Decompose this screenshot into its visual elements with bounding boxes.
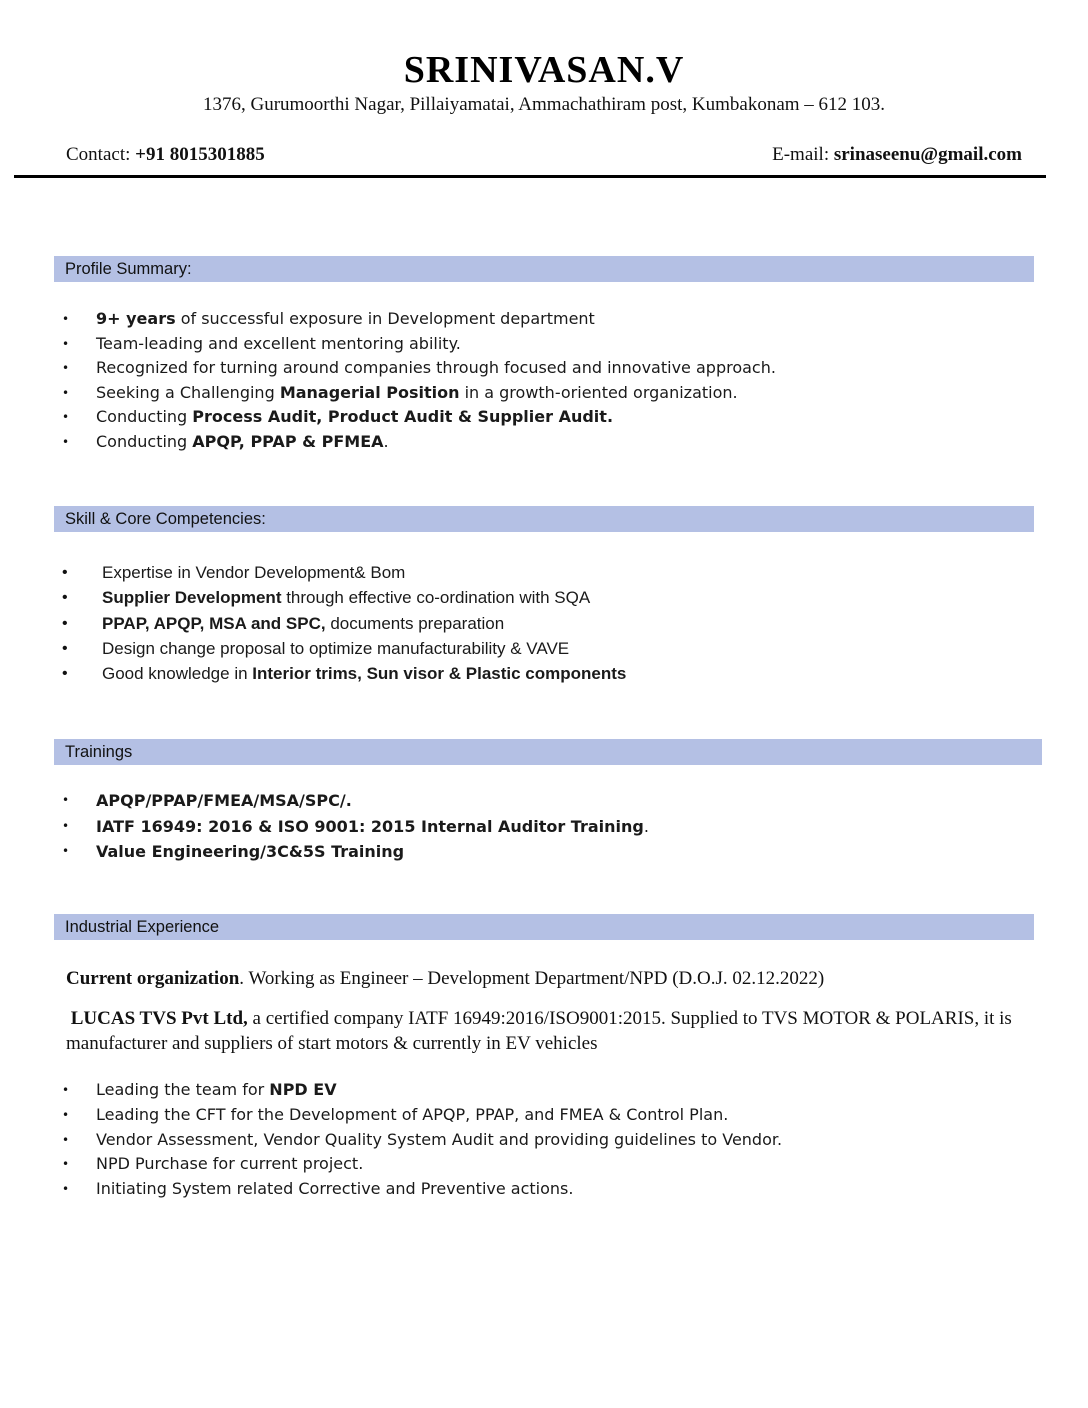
list-item: • Initiating System related Corrective and Preventive actions. — [54, 1177, 782, 1202]
bullet-icon: • — [62, 639, 68, 657]
list-item: • NPD Purchase for current project. — [54, 1152, 782, 1177]
bullet-icon: • — [62, 665, 68, 683]
bullet-icon: • — [62, 434, 70, 449]
bullet-icon: • — [62, 410, 70, 425]
list-item: • APQP/PPAP/FMEA/MSA/SPC/. — [54, 788, 649, 814]
section-heading-trainings: Trainings — [54, 739, 1042, 765]
bullet-icon: • — [62, 1157, 70, 1172]
skills-list — [54, 560, 626, 686]
bullet-icon: • — [62, 361, 70, 376]
list-item: • PPAP, APQP, MSA and SPC, documents preparation — [54, 611, 626, 636]
candidate-name: SRINIVASAN.V — [403, 49, 685, 91]
section-heading-profile: Profile Summary: — [54, 256, 1034, 282]
profile-summary-list — [54, 307, 776, 455]
list-item: • Conducting APQP, PPAP & PFMEA. — [54, 430, 776, 455]
bullet-icon: • — [62, 336, 70, 351]
email-line — [772, 144, 1022, 166]
list-item: • IATF 16949: 2016 & ISO 9001: 2015 Internal Auditor Training. — [54, 814, 649, 840]
list-item: • Value Engineering/3C&5S Training — [54, 839, 649, 865]
experience-list — [54, 1078, 782, 1202]
contact-phone: +91 8015301885 — [135, 144, 265, 165]
bullet-icon: • — [62, 564, 68, 581]
bullet-icon: • — [62, 614, 68, 632]
bullet-icon: • — [62, 385, 70, 400]
current-organization: Current organization. Working as Engineer – Development Department/NPD (D.O.J. 02.12.2022) — [66, 968, 825, 989]
bullet-icon: • — [62, 818, 70, 833]
bullet-icon: • — [62, 589, 68, 607]
email-label: E-mail: — [772, 144, 834, 165]
list-item: • Expertise in Vendor Development& Bom — [54, 560, 626, 585]
bullet-icon: • — [62, 1182, 70, 1197]
bullet-icon: • — [62, 793, 70, 807]
list-item: • Team-leading and excellent mentoring ability. — [54, 332, 776, 357]
list-item: • Design change proposal to optimize manufacturability & VAVE — [54, 636, 626, 661]
list-item: • Leading the team for NPD EV — [54, 1078, 782, 1103]
section-heading-skills: Skill & Core Competencies: — [54, 506, 1034, 532]
bullet-icon: • — [62, 1132, 70, 1147]
email-address: srinaseenu@gmail.com — [833, 144, 1022, 165]
company-description: LUCAS TVS Pvt Ltd, a certified company IATF 16949:2016/ISO9001:2015. Supplied to TVS MOTOR & POLARIS, it is manufacturer and suppliers of start motors & currently in EV vehicles — [66, 1008, 1012, 1054]
bullet-icon: • — [62, 1083, 70, 1097]
list-item: • Recognized for turning around companies through focused and innovative approach. — [54, 356, 776, 381]
header-divider — [14, 175, 1046, 178]
list-item: • 9+ years of successful exposure in Development department — [54, 307, 776, 332]
bullet-icon: • — [62, 312, 70, 326]
section-heading-experience: Industrial Experience — [54, 914, 1034, 940]
list-item: • Supplier Development through effective co-ordination with SQA — [54, 585, 626, 610]
list-item: • Leading the CFT for the Development of APQP, PPAP, and FMEA & Control Plan. — [54, 1103, 782, 1128]
bullet-icon: • — [62, 844, 70, 858]
contact-line — [66, 144, 265, 166]
list-item: • Vendor Assessment, Vendor Quality System Audit and providing guidelines to Vendor. — [54, 1128, 782, 1153]
list-item: • Good knowledge in Interior trims, Sun visor & Plastic components — [54, 661, 626, 686]
list-item: • Conducting Process Audit, Product Audit & Supplier Audit. — [54, 405, 776, 430]
list-item: • Seeking a Challenging Managerial Position in a growth-oriented organization. — [54, 381, 776, 406]
trainings-list — [54, 788, 649, 865]
bullet-icon: • — [62, 1107, 70, 1122]
address: 1376, Gurumoorthi Nagar, Pillaiyamatai, Ammachathiram post, Kumbakonam – 612 103. — [202, 94, 886, 115]
contact-label: Contact: — [66, 144, 136, 165]
